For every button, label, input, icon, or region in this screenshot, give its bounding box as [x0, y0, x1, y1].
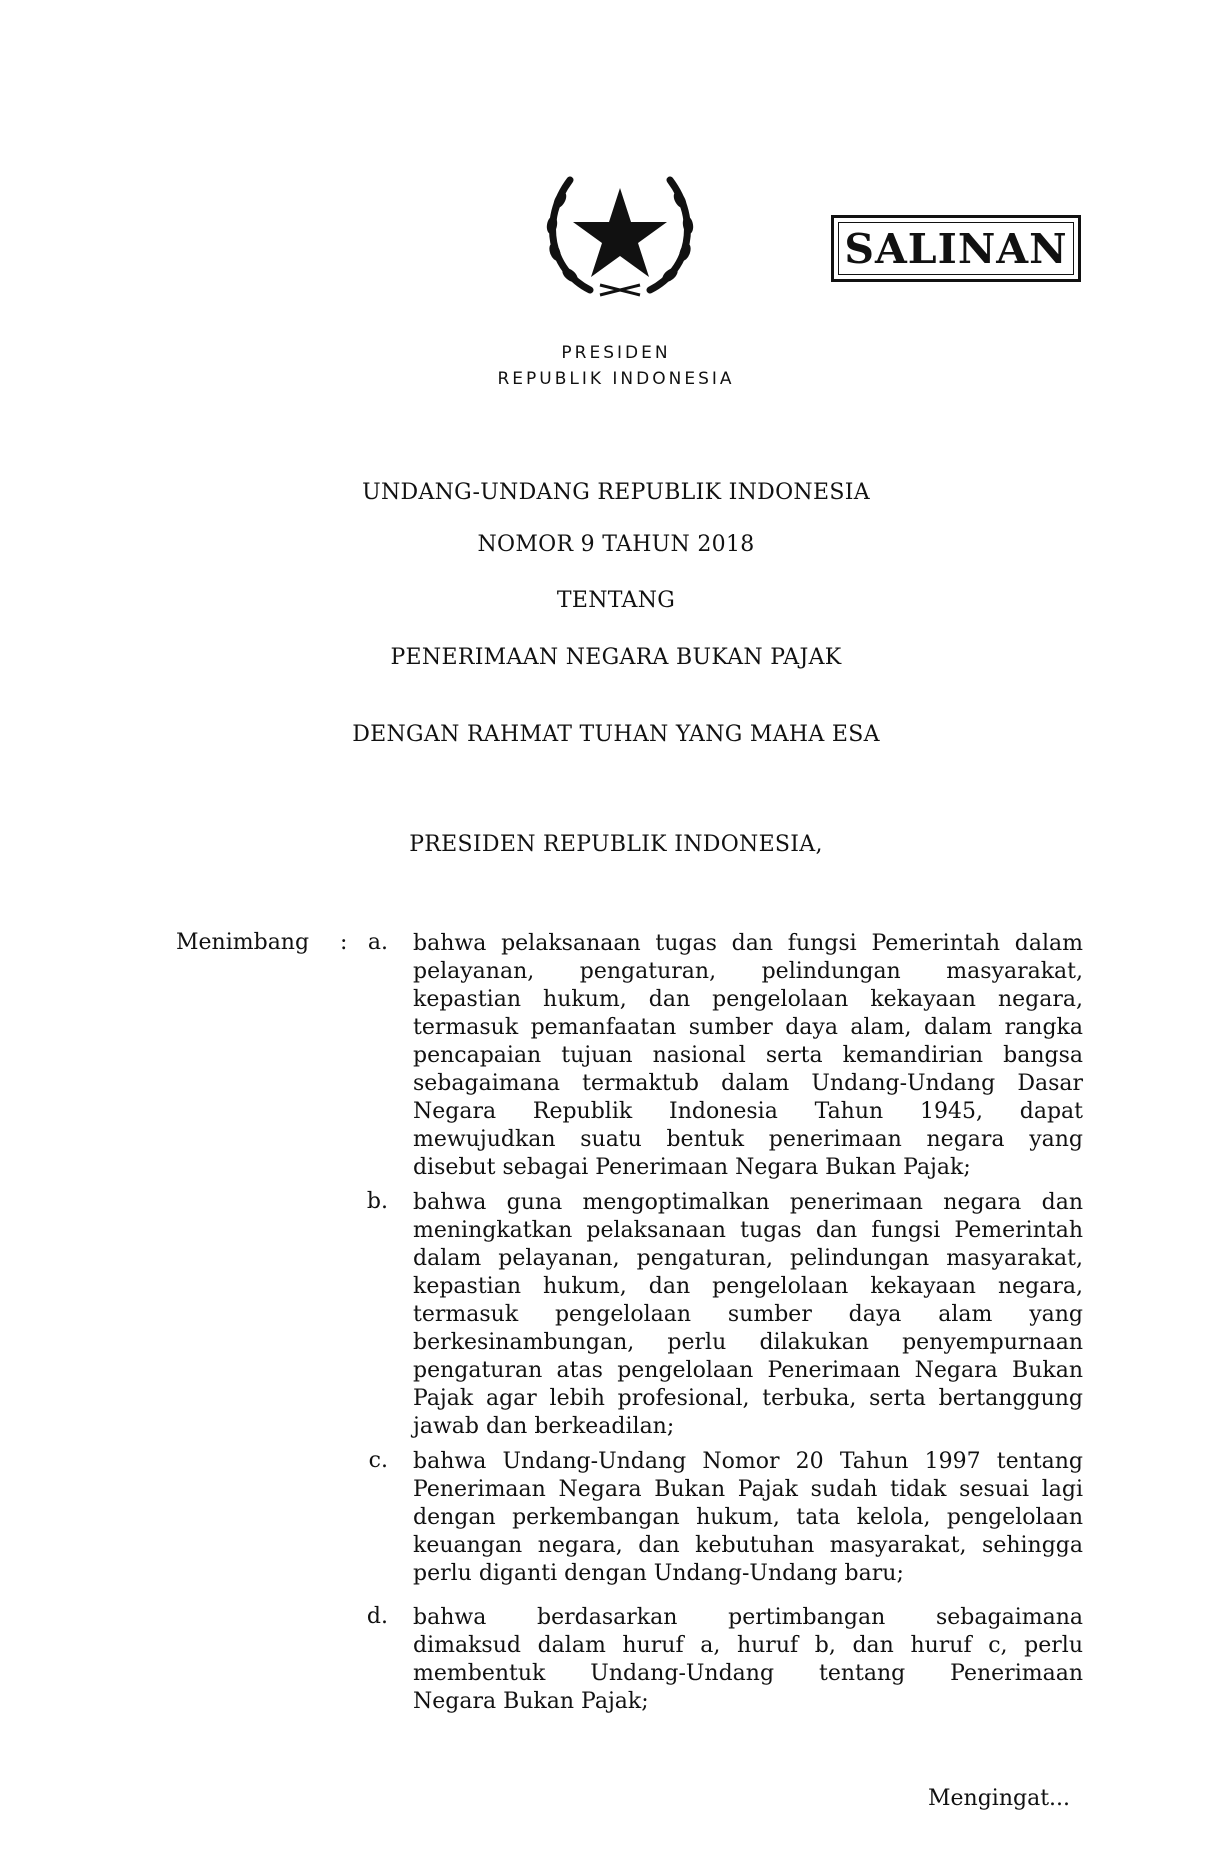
text-line: bahwa Undang-Undang Nomor 20 Tahun 1997 tentang: [413, 1449, 1083, 1474]
law-title: UNDANG-UNDANG REPUBLIK INDONESIA: [362, 480, 870, 505]
law-subject: PENERIMAAN NEGARA BUKAN PAJAK: [390, 645, 842, 670]
letterhead-line2: REPUBLIK INDONESIA: [497, 369, 735, 389]
blessing-line: DENGAN RAHMAT TUHAN YANG MAHA ESA: [352, 722, 880, 747]
text-line: disebut sebagai Penerimaan Negara Bukan Pajak;: [413, 1155, 971, 1180]
text-line: Negara Republik Indonesia Tahun 1945, dapat: [413, 1099, 1083, 1124]
considering-item-letter: b.: [366, 1189, 388, 1214]
text-line: bahwa pelaksanaan tugas dan fungsi Pemerintah dalam: [413, 931, 1083, 956]
text-line: kepastian hukum, dan pengelolaan kekayaan negara,: [413, 987, 1083, 1012]
law-number: NOMOR 9 TAHUN 2018: [477, 532, 755, 557]
salinan-label: SALINAN: [844, 224, 1068, 273]
salinan-stamp: [831, 215, 1081, 282]
text-line: Negara Bukan Pajak;: [413, 1689, 649, 1714]
considering-item-text: [413, 1189, 1083, 1441]
considering-item-text: [413, 1604, 1083, 1716]
president-line: PRESIDEN REPUBLIK INDONESIA,: [409, 832, 823, 857]
presidential-emblem: [530, 160, 710, 305]
text-line: termasuk pengelolaan sumber daya alam yang: [413, 1302, 1083, 1327]
considering-item-letter: c.: [368, 1448, 388, 1473]
text-line: berkesinambungan, perlu dilakukan penyempurnaan: [413, 1330, 1083, 1355]
text-line: pelayanan, pengaturan, pelindungan masyarakat,: [413, 959, 1083, 984]
text-line: keuangan negara, dan kebutuhan masyarakat, sehingga: [413, 1533, 1083, 1558]
law-about: TENTANG: [556, 588, 676, 613]
considering-label: Menimbang: [176, 930, 310, 955]
considering-item-text: [413, 930, 1083, 1182]
considering-item-text: [413, 1448, 1083, 1588]
text-line: dengan perkembangan hukum, tata kelola, pengelolaan: [413, 1505, 1083, 1530]
text-line: bahwa berdasarkan pertimbangan sebagaimana: [413, 1605, 1083, 1630]
text-line: pengaturan atas pengelolaan Penerimaan Negara Bukan: [413, 1358, 1083, 1383]
considering-item-letter: d.: [366, 1604, 388, 1629]
text-line: dalam pelayanan, pengaturan, pelindungan masyarakat,: [413, 1246, 1083, 1271]
text-line: membentuk Undang-Undang tentang Penerimaan: [413, 1661, 1083, 1686]
text-line: kepastian hukum, dan pengelolaan kekayaan negara,: [413, 1274, 1083, 1299]
text-line: sebagaimana termaktub dalam Undang-Undang Dasar: [413, 1071, 1083, 1096]
text-line: bahwa guna mengoptimalkan penerimaan negara dan: [413, 1190, 1083, 1215]
text-line: perlu diganti dengan Undang-Undang baru;: [413, 1561, 904, 1586]
considering-item-letter: a.: [367, 930, 388, 955]
letterhead-line1: PRESIDEN: [561, 343, 671, 363]
next-page-marker: Mengingat...: [928, 1786, 1071, 1811]
considering-colon: :: [340, 930, 348, 955]
text-line: pencapaian tujuan nasional serta kemandirian bangsa: [413, 1043, 1083, 1068]
text-line: termasuk pemanfaatan sumber daya alam, dalam rangka: [413, 1015, 1083, 1040]
text-line: jawab dan berkeadilan;: [413, 1414, 675, 1439]
text-line: Pajak agar lebih profesional, terbuka, serta bertanggung: [413, 1386, 1083, 1411]
text-line: dimaksud dalam huruf a, huruf b, dan huruf c, perlu: [413, 1633, 1083, 1658]
text-line: mewujudkan suatu bentuk penerimaan negara yang: [413, 1127, 1083, 1152]
text-line: Penerimaan Negara Bukan Pajak sudah tidak sesuai lagi: [413, 1477, 1083, 1502]
text-line: meningkatkan pelaksanaan tugas dan fungsi Pemerintah: [413, 1218, 1083, 1243]
